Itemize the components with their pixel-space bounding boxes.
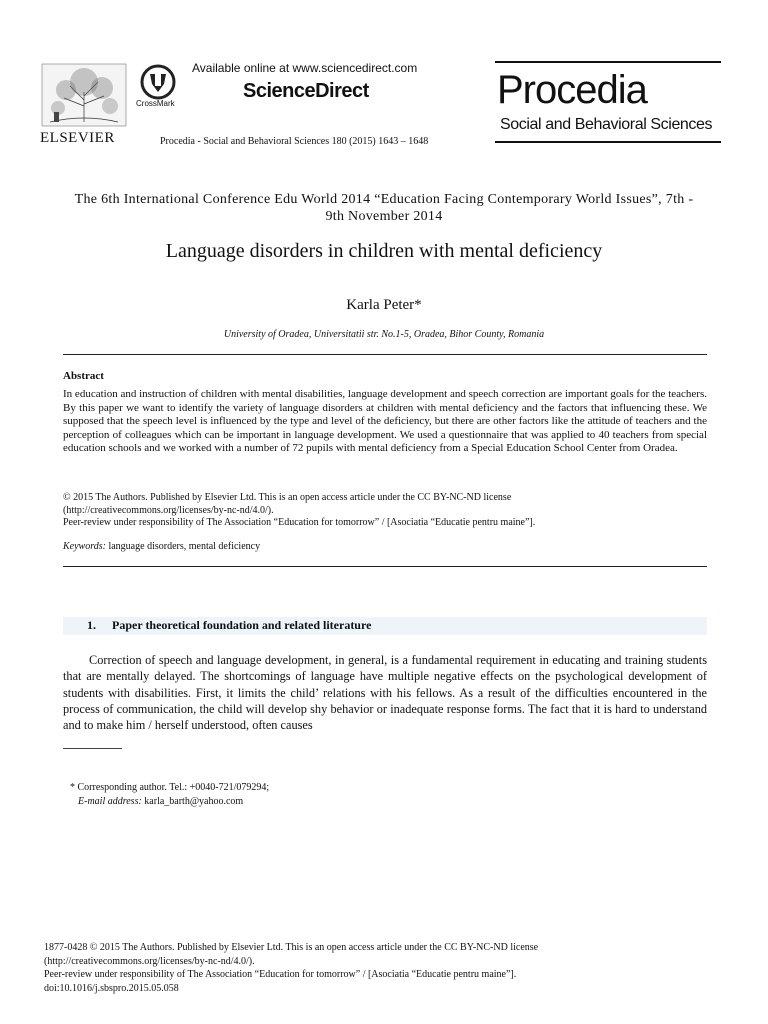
- license-url[interactable]: (http://creativecommons.org/licenses/by-nc-nd/4.0/).: [63, 504, 274, 516]
- procedia-top-rule: [495, 61, 721, 63]
- body-paragraph: Correction of speech and language development, in general, is a fundamental requirement in educating and training students that are mentally delayed. The shortcomings of language have multiple negative effects on the psychological development of students with disabilities. First, it limits the child’ relations with his fellows. As a result of the difficulties encountered in the process of communication, the child will develop shy behavior or inadequate response forms. The fact that it is hard to understand and to make him / herself understood, often causes: [63, 653, 707, 733]
- email-address[interactable]: karla_barth@yahoo.com: [141, 796, 244, 807]
- sciencedirect-brand[interactable]: ScienceDirect: [243, 80, 369, 102]
- author-affiliation: University of Oradea, Universitatii str. No.1-5, Oradea, Bihor County, Romania: [223, 329, 545, 340]
- abstract-heading: Abstract: [63, 370, 104, 382]
- license-line: © 2015 The Authors. Published by Elsevier Ltd. This is an open access article under the CC BY-NC-ND license: [63, 492, 512, 503]
- publisher-name: ELSEVIER: [40, 130, 115, 146]
- keywords-label: Keywords:: [63, 541, 106, 552]
- journal-citation: Procedia - Social and Behavioral Sciences 180 (2015) 1643 – 1648: [160, 136, 429, 147]
- footer-license-url[interactable]: (http://creativecommons.org/licenses/by-nc-nd/4.0/).: [44, 955, 255, 967]
- footer-peer-review: Peer-review under responsibility of The Association “Education for tomorrow” / [Asociatia “Educatie pentru maine”].: [44, 969, 517, 980]
- author-name: Karla Peter*: [346, 297, 422, 313]
- email-note: [78, 796, 243, 807]
- section-title: Paper theoretical foundation and related literature: [112, 618, 372, 632]
- crossmark-label: CrossMark: [136, 99, 175, 108]
- procedia-subtitle: Social and Behavioral Sciences: [500, 116, 713, 133]
- corresponding-author-note: * Corresponding author. Tel.: +0040-721/079294;: [70, 782, 270, 793]
- section-number: 1.: [87, 618, 96, 632]
- conference-title: The 6th International Conference Edu World 2014 “Education Facing Contemporary World Issues”, 7th - 9th November 2014: [74, 192, 694, 224]
- peer-review-line: Peer-review under responsibility of The Association “Education for tomorrow” / [Asociatia “Educatie pentru maine”].: [63, 517, 536, 529]
- abstract-top-rule: [63, 354, 707, 355]
- keywords-list: language disorders, mental deficiency: [105, 541, 261, 552]
- keywords-line: [63, 541, 707, 552]
- abstract-bottom-rule: [63, 566, 707, 567]
- procedia-brand: Procedia: [497, 68, 647, 112]
- page-footer: [44, 941, 744, 995]
- available-online-link[interactable]: Available online at www.sciencedirect.com: [192, 61, 418, 75]
- footnote-rule: [63, 748, 122, 749]
- footer-issn-license: 1877-0428 © 2015 The Authors. Published by Elsevier Ltd. This is an open access article under the CC BY-NC-ND license: [44, 942, 539, 953]
- license-block: [63, 492, 707, 530]
- footer-doi[interactable]: doi:10.1016/j.sbspro.2015.05.058: [44, 982, 179, 994]
- email-label: E-mail address:: [78, 796, 142, 807]
- abstract-body: In education and instruction of children with mental disabilities, language development and speech correction are important goals for the teachers. By this paper we want to identify the variety of language disorders at children with mental deficiency and the factors that influencing these. We supposed that the speech level is influenced by the type and level of the deficiency, but there are other factors like the attitude of teachers and the perception of colleagues which can be important in language development. We used a questionnaire that was applied to 40 teachers from special education schools and we worked with a number of 72 pupils with mental deficiency from a Special Education School Center from Oradea.: [63, 388, 707, 454]
- paper-title: Language disorders in children with mental deficiency: [165, 240, 603, 262]
- procedia-bottom-rule: [495, 141, 721, 143]
